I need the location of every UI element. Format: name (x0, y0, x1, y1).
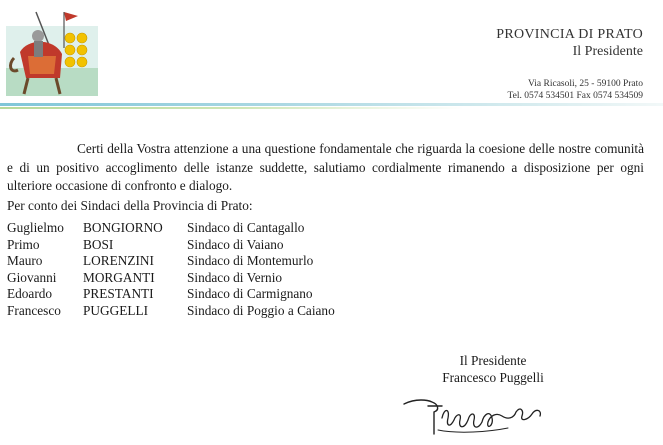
contact-block (508, 78, 644, 102)
mayor-first-name: Mauro (7, 253, 43, 269)
list-item (7, 253, 335, 270)
mayor-last-name: PUGGELLI (83, 302, 148, 318)
mayor-last-name: LORENZINI (83, 253, 154, 269)
signoff-role: Il Presidente (459, 353, 527, 368)
list-item (7, 220, 335, 237)
address-line: Via Ricasoli, 25 - 59100 Prato (528, 79, 643, 89)
mayor-last-name: BONGIORNO (83, 220, 163, 235)
province-coat-of-arms-logo (6, 8, 98, 104)
mayor-first-name: Edoardo (7, 286, 53, 302)
header-divider (0, 103, 663, 111)
organization-role: Il Presidente (572, 44, 643, 59)
mayor-title: Sindaco di Montemurlo (187, 253, 314, 269)
mayor-last-name: PRESTANTI (83, 286, 154, 302)
mayor-title: Sindaco di Vernio (187, 269, 283, 285)
mayor-title: Sindaco di Cantagallo (187, 220, 305, 235)
list-item (7, 270, 335, 287)
mayor-first-name: Francesco (7, 302, 61, 318)
signoff-name: Francesco Puggelli (442, 370, 544, 385)
mayor-last-name: MORGANTI (83, 269, 155, 285)
list-item (7, 286, 335, 303)
closing-paragraph: Certi della Vostra attenzione a una questione fondamentale che riguarda la coesione delle nostre comunità e di un positivo accoglimento delle istanze suddette, salutiamo cordialmente rimanendo a disposizione per ogni ulteriore occasione di confronto e dialogo. (7, 141, 644, 193)
mayors-intro: Per conto dei Sindaci della Provincia di Prato: (7, 198, 253, 213)
mayor-title: Sindaco di Poggio a Caiano (187, 302, 335, 318)
phone-line: Tel. 0574 534501 Fax 0574 534509 (507, 91, 643, 101)
organization-name: PROVINCIA DI PRATO (496, 27, 643, 42)
mayor-last-name: BOSI (83, 236, 114, 252)
list-item (7, 303, 335, 320)
signature-block (433, 352, 553, 386)
list-item (7, 237, 335, 254)
letterhead (496, 26, 643, 60)
mayor-title: Sindaco di Vaiano (187, 236, 284, 252)
handwritten-signature (398, 388, 558, 442)
mayor-first-name: Giovanni (7, 269, 57, 285)
mayor-title: Sindaco di Carmignano (187, 286, 313, 302)
mayor-first-name: Primo (7, 236, 40, 252)
mayors-list (7, 220, 335, 320)
mayor-first-name: Guglielmo (7, 220, 64, 235)
